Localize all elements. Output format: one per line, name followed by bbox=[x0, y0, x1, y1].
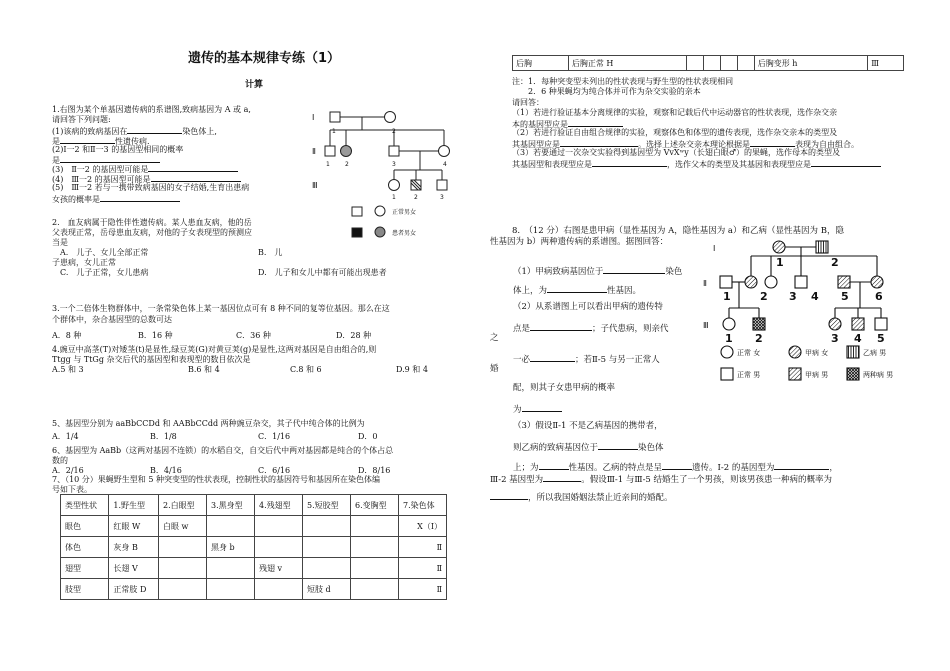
q8-line: ，所以我国婚姻法禁止近亲间的婚配。 bbox=[490, 490, 673, 504]
table-cell: Ⅱ bbox=[398, 579, 446, 600]
q1-line: 1.右图为某个单基因遗传病的系谱图,致病基因为 A 或 a, bbox=[52, 105, 251, 114]
q5-line: 5、基因型分别为 aaBbCCDd 和 AABbCCdd 两种豌豆杂交，其子代中纯合体的比例为 bbox=[52, 419, 365, 428]
table-cell bbox=[350, 516, 398, 537]
option-c: C. 儿子正常，女儿患病 bbox=[60, 268, 149, 277]
q8-line: （1）甲病致病基因位于 染色 bbox=[513, 264, 682, 278]
answer-blank bbox=[127, 124, 182, 134]
answer-blank bbox=[592, 157, 667, 167]
q1-line: (4) Ⅲ一2 的基因型可能是 bbox=[52, 172, 241, 185]
option-a: A．2/16 bbox=[52, 466, 84, 475]
svg-text:患者男女: 患者男女 bbox=[392, 230, 417, 237]
svg-text:2: 2 bbox=[755, 332, 763, 345]
answer-blank bbox=[547, 283, 607, 293]
page-title: 遗传的基本规律专练（1） bbox=[188, 51, 341, 66]
option-d: D．0 bbox=[358, 432, 378, 441]
note-line: 其基因型和表现型应是 ，选作父本的类型及其基因和表现型应是 bbox=[512, 157, 881, 170]
table-cell bbox=[302, 516, 350, 537]
q8-line: 之 bbox=[490, 333, 499, 343]
option-d: D．8/16 bbox=[358, 466, 391, 475]
q2-line: 父表现正常，岳母患血友病，对他的子女表现型的预测应 bbox=[52, 228, 252, 237]
q1-line: (3) Ⅱ一2 的基因型可能是 bbox=[52, 162, 238, 175]
q8-line: 婚 bbox=[490, 364, 499, 374]
answer-blank bbox=[539, 460, 569, 470]
svg-text:2: 2 bbox=[345, 161, 349, 168]
svg-text:1: 1 bbox=[392, 194, 396, 201]
table-header: 7.染色体 bbox=[398, 495, 446, 516]
svg-text:1: 1 bbox=[723, 290, 731, 303]
table-cell bbox=[720, 56, 737, 71]
q8-line: 上；为 性基因。乙病的特点是呈 遗传。Ⅰ-2 的基因型为 ， bbox=[513, 460, 838, 474]
table-cell bbox=[703, 56, 720, 71]
svg-text:Ⅰ: Ⅰ bbox=[312, 113, 315, 122]
svg-text:5: 5 bbox=[877, 332, 885, 345]
svg-text:乙病 男: 乙病 男 bbox=[863, 349, 887, 357]
answer-blank bbox=[522, 402, 562, 412]
note-line: 注：1．每种突变型未列出的性状表现与野生型的性状表现相同 bbox=[512, 77, 734, 86]
svg-text:正常 女: 正常 女 bbox=[737, 349, 761, 357]
table-cell bbox=[158, 579, 206, 600]
answer-blank bbox=[60, 134, 115, 144]
option-b-cont: 子患病，女儿正常 bbox=[52, 258, 116, 267]
q8-line: 性基因为 b）两种遗传病的系谱图。据图回答： bbox=[490, 237, 669, 247]
note-line: 2．6 种果蝇均为纯合体并可作为杂交实验的亲本 bbox=[512, 87, 701, 96]
table-cell bbox=[206, 579, 254, 600]
option-b: B. 儿 bbox=[258, 248, 283, 257]
table-cell bbox=[158, 537, 206, 558]
table-header: 6.变胸型 bbox=[350, 495, 398, 516]
q3-line: 3.一个二倍体生物群体中，一条常染色体上某一基因位点可有 8 种不同的复等位基因。那么在这 bbox=[52, 304, 390, 313]
note-line: （3）若要通过一次杂交实验得到基因型为 VvXʷy（长翅白眼♂）的果蝇，选作母本的类型及 bbox=[512, 148, 840, 157]
q7-line: 7、（10 分）果蝇野生型和 5 种突变型的性状表现，控制性状的基因符号和基因所在染色体编 bbox=[52, 475, 380, 484]
table-row bbox=[61, 516, 447, 537]
svg-text:3: 3 bbox=[789, 290, 797, 303]
option-c: C.8 和 6 bbox=[290, 365, 322, 374]
q2-line: 2. 血友病属于隐性伴性遗传病。某人患血友病，他的岳 bbox=[52, 218, 252, 227]
table-cell: 后胸 bbox=[513, 56, 569, 71]
table-cell: 翅型 bbox=[61, 558, 109, 579]
svg-text:4: 4 bbox=[854, 332, 862, 345]
table-row bbox=[61, 579, 447, 600]
option-b: B.6 和 4 bbox=[188, 365, 220, 374]
svg-text:3: 3 bbox=[831, 332, 839, 345]
svg-text:正常男女: 正常男女 bbox=[392, 209, 417, 216]
table-cell: 正常肢 D bbox=[109, 579, 159, 600]
answer-blank bbox=[750, 137, 795, 147]
table-cell bbox=[350, 558, 398, 579]
q1-line: (5) Ⅲ一2 若与一携带致病基因的女子结婚,生育出患病 bbox=[52, 183, 250, 192]
q1-line: (1)该病的致病基因在 染色体上, bbox=[52, 124, 217, 137]
q8-line: 点是 ；子代患病，则亲代 bbox=[513, 321, 669, 335]
table-cell bbox=[302, 537, 350, 558]
answer-blank bbox=[598, 440, 638, 450]
table-cell bbox=[350, 579, 398, 600]
fruit-fly-trait-table bbox=[60, 494, 447, 600]
svg-text:1: 1 bbox=[776, 256, 784, 269]
table-cell: 残翅 v bbox=[254, 558, 302, 579]
table-cell: 长翅 V bbox=[109, 558, 159, 579]
table-cell: Ⅱ bbox=[398, 537, 446, 558]
option-c: C．1/16 bbox=[258, 432, 291, 441]
q6-line: 6、基因型为 AaBb（这两对基因不连锁）的水稻自交，自交后代中两对基因都是纯合的个体占总 bbox=[52, 446, 394, 455]
answer-blank bbox=[662, 460, 692, 470]
note-line: 本的基因型应是 bbox=[512, 117, 623, 130]
answer-blank bbox=[148, 162, 238, 172]
table-row bbox=[513, 56, 904, 71]
table-cell bbox=[206, 516, 254, 537]
svg-text:两种病 男: 两种病 男 bbox=[863, 371, 894, 379]
table-header: 3.黑身型 bbox=[206, 495, 254, 516]
svg-text:3: 3 bbox=[440, 194, 444, 201]
table-cell bbox=[350, 537, 398, 558]
table-header: 2.白眼型 bbox=[158, 495, 206, 516]
table-cell: Ⅱ bbox=[398, 558, 446, 579]
q4-line: 4.豌豆中高茎(T)对矮茎(t)是显性,绿豆荚(G)对黄豆荚(g)是显性,这两对基因是自由组合的,则 bbox=[52, 345, 377, 354]
table-header-row bbox=[61, 495, 447, 516]
table-cell: 后胸正常 H bbox=[568, 56, 686, 71]
svg-text:Ⅱ: Ⅱ bbox=[703, 279, 707, 288]
q7-line: 号如下表。 bbox=[52, 485, 92, 494]
q8-line: （2）从系谱图上可以看出甲病的遗传特 bbox=[513, 302, 663, 312]
table-cell: Ⅲ bbox=[868, 56, 904, 71]
trait-table-continued bbox=[512, 55, 904, 71]
answer-blank bbox=[490, 490, 528, 500]
svg-text:3: 3 bbox=[392, 161, 396, 168]
option-a: A．8 种 bbox=[52, 331, 82, 340]
pedigree-diagram-1 bbox=[310, 100, 470, 250]
svg-text:甲病 女: 甲病 女 bbox=[805, 349, 829, 357]
note-line: 请回答： bbox=[512, 98, 544, 107]
q6-line: 数的 bbox=[52, 456, 68, 465]
answer-blank bbox=[543, 472, 581, 482]
answer-blank bbox=[560, 137, 638, 147]
table-header: 1.野生型 bbox=[109, 495, 159, 516]
table-cell: X（Ⅰ） bbox=[398, 516, 446, 537]
table-cell: 后胸变形 h bbox=[754, 56, 867, 71]
table-cell: 肢型 bbox=[61, 579, 109, 600]
table-header: 5.短胶型 bbox=[302, 495, 350, 516]
option-c: C．6/16 bbox=[258, 466, 291, 475]
table-row bbox=[61, 537, 447, 558]
svg-text:5: 5 bbox=[841, 290, 849, 303]
svg-text:1: 1 bbox=[725, 332, 733, 345]
section-subtitle: 计算 bbox=[245, 80, 264, 90]
q1-line: (2)Ⅰ一2 和Ⅱ一3 的基因型相同的概率 bbox=[52, 145, 184, 154]
table-cell bbox=[158, 558, 206, 579]
table-cell: 白眼 w bbox=[158, 516, 206, 537]
table-cell: 短肢 d bbox=[302, 579, 350, 600]
option-a: A.5 和 3 bbox=[52, 365, 84, 374]
svg-text:4: 4 bbox=[811, 290, 819, 303]
svg-text:2: 2 bbox=[831, 256, 839, 269]
table-cell bbox=[686, 56, 703, 71]
option-b: B．16 种 bbox=[138, 331, 173, 340]
option-a: A．1/4 bbox=[52, 432, 79, 441]
svg-text:6: 6 bbox=[875, 290, 883, 303]
svg-text:1: 1 bbox=[332, 128, 336, 135]
svg-text:Ⅰ: Ⅰ bbox=[713, 244, 716, 253]
q2-line: 当是 bbox=[52, 238, 68, 247]
q1-line: 请回答下列问题: bbox=[52, 115, 111, 124]
answer-blank bbox=[603, 264, 665, 274]
table-cell: 体色 bbox=[61, 537, 109, 558]
table-cell bbox=[254, 579, 302, 600]
pedigree-diagram-2 bbox=[703, 238, 905, 388]
answer-blank bbox=[151, 172, 241, 182]
table-cell bbox=[206, 558, 254, 579]
option-a: A. 儿子、女儿全部正常 bbox=[60, 248, 149, 257]
table-cell bbox=[254, 537, 302, 558]
q8-line: 配，则其子女患甲病的概率 bbox=[513, 383, 616, 393]
option-b: B．1/8 bbox=[150, 432, 177, 441]
svg-text:1: 1 bbox=[326, 161, 330, 168]
answer-blank bbox=[100, 192, 180, 202]
svg-text:甲病 男: 甲病 男 bbox=[805, 371, 829, 379]
q8-line: 体上，为 性基因。 bbox=[513, 283, 641, 297]
table-cell: 灰身 B bbox=[109, 537, 159, 558]
note-line: （1）若进行验证基本分离规律的实验，观察和记载后代中运动器官的性状表现，选作杂交亲 bbox=[512, 108, 838, 117]
table-header: 4.残翅型 bbox=[254, 495, 302, 516]
q8-line: 一必 ；若Ⅱ-5 与另一正常人 bbox=[513, 352, 660, 366]
svg-text:4: 4 bbox=[443, 161, 447, 168]
option-d: D．28 种 bbox=[336, 331, 372, 340]
table-cell: 眼色 bbox=[61, 516, 109, 537]
q3-line: 个群体中，杂合基因型的总数可达 bbox=[52, 315, 172, 324]
svg-text:Ⅱ: Ⅱ bbox=[312, 147, 316, 156]
svg-text:2: 2 bbox=[414, 194, 418, 201]
svg-text:Ⅲ: Ⅲ bbox=[312, 181, 318, 190]
table-cell bbox=[737, 56, 754, 71]
q1-line: 是 bbox=[52, 153, 160, 166]
answer-blank bbox=[811, 157, 881, 167]
table-row bbox=[61, 558, 447, 579]
q8-line: 则乙病的致病基因位于 染色体 bbox=[513, 440, 664, 454]
answer-blank bbox=[568, 117, 623, 127]
q8-line: （3）假设Ⅱ-1 不是乙病基因的携带者， bbox=[513, 421, 663, 431]
table-cell: 红眼 W bbox=[109, 516, 159, 537]
q8-line: 为 bbox=[513, 402, 562, 416]
q1-line: 女孩的概率是 bbox=[52, 192, 180, 205]
option-c: C．36 种 bbox=[236, 331, 271, 340]
q8-line: 8. （12 分）右图是患甲病（显性基因为 A，隐性基因为 a）和乙病（显性基因为 B，隐 bbox=[512, 226, 844, 236]
svg-text:2: 2 bbox=[760, 290, 768, 303]
table-header: 类型性状 bbox=[61, 495, 109, 516]
note-line: （2）若进行验证自由组合规律的实验，观察体色和体型的遗传表现，选作杂交亲本的类型及 bbox=[512, 128, 838, 137]
q4-line: Ttgg 与 TtGg 杂交后代的基因型和表现型的数目依次是 bbox=[52, 355, 251, 364]
answer-blank bbox=[530, 321, 592, 331]
option-b: B．4/16 bbox=[150, 466, 182, 475]
svg-text:Ⅲ: Ⅲ bbox=[703, 321, 709, 330]
table-cell: 黑身 b bbox=[206, 537, 254, 558]
q8-line: Ⅲ-2 基因型为 。假设Ⅲ-1 与Ⅲ-5 结婚生了一个男孩，则该男孩患一种病的概率为 bbox=[490, 472, 832, 486]
option-d: D.9 和 4 bbox=[396, 365, 428, 374]
svg-text:2: 2 bbox=[392, 128, 396, 135]
answer-blank bbox=[530, 352, 575, 362]
table-cell bbox=[302, 558, 350, 579]
answer-blank bbox=[774, 460, 829, 470]
option-d: D. 儿子和女儿中都有可能出现患者 bbox=[258, 268, 387, 277]
table-cell bbox=[254, 516, 302, 537]
svg-text:正常 男: 正常 男 bbox=[737, 371, 761, 379]
note-line: 其基因型应是 。选择上述杂交亲本理论根据是 表现为自由组合。 bbox=[512, 137, 859, 150]
q1-line: 是 性遗传病. bbox=[52, 134, 150, 147]
